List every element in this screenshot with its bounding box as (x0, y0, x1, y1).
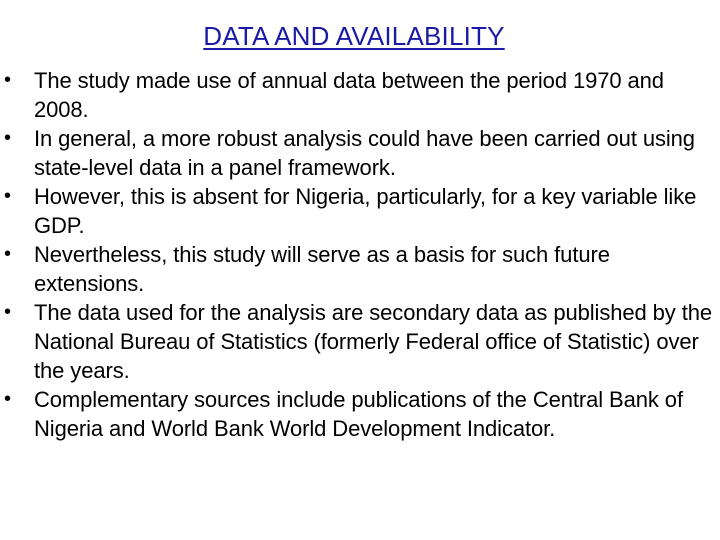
bullet-text: The study made use of annual data between the period 1970 and 2008. (34, 68, 664, 122)
list-item (4, 298, 712, 385)
bullet-icon: • (4, 301, 11, 323)
bullet-icon: • (4, 243, 11, 265)
bullet-icon: • (4, 69, 11, 91)
list-item (4, 385, 712, 443)
bullet-icon: • (4, 127, 11, 149)
list-item (4, 182, 712, 240)
bullet-icon: • (4, 185, 11, 207)
bullet-list (4, 66, 712, 443)
bullet-text: Complementary sources include publications of the Central Bank of Nigeria and World Bank World Development Indicator. (34, 387, 683, 441)
bullet-text: Nevertheless, this study will serve as a basis for such future extensions. (34, 242, 610, 296)
bullet-text: However, this is absent for Nigeria, particularly, for a key variable like GDP. (34, 184, 697, 238)
list-item (4, 124, 712, 182)
bullet-text: In general, a more robust analysis could have been carried out using state-level data in a panel framework. (34, 126, 695, 180)
list-item (4, 66, 712, 124)
bullet-text: The data used for the analysis are secondary data as published by the National Bureau of Statistics (formerly Federal office of Statistic) over the years. (34, 300, 712, 383)
slide-title: DATA AND AVAILABILITY (203, 21, 505, 51)
bullet-icon: • (4, 388, 11, 410)
list-item (4, 240, 712, 298)
